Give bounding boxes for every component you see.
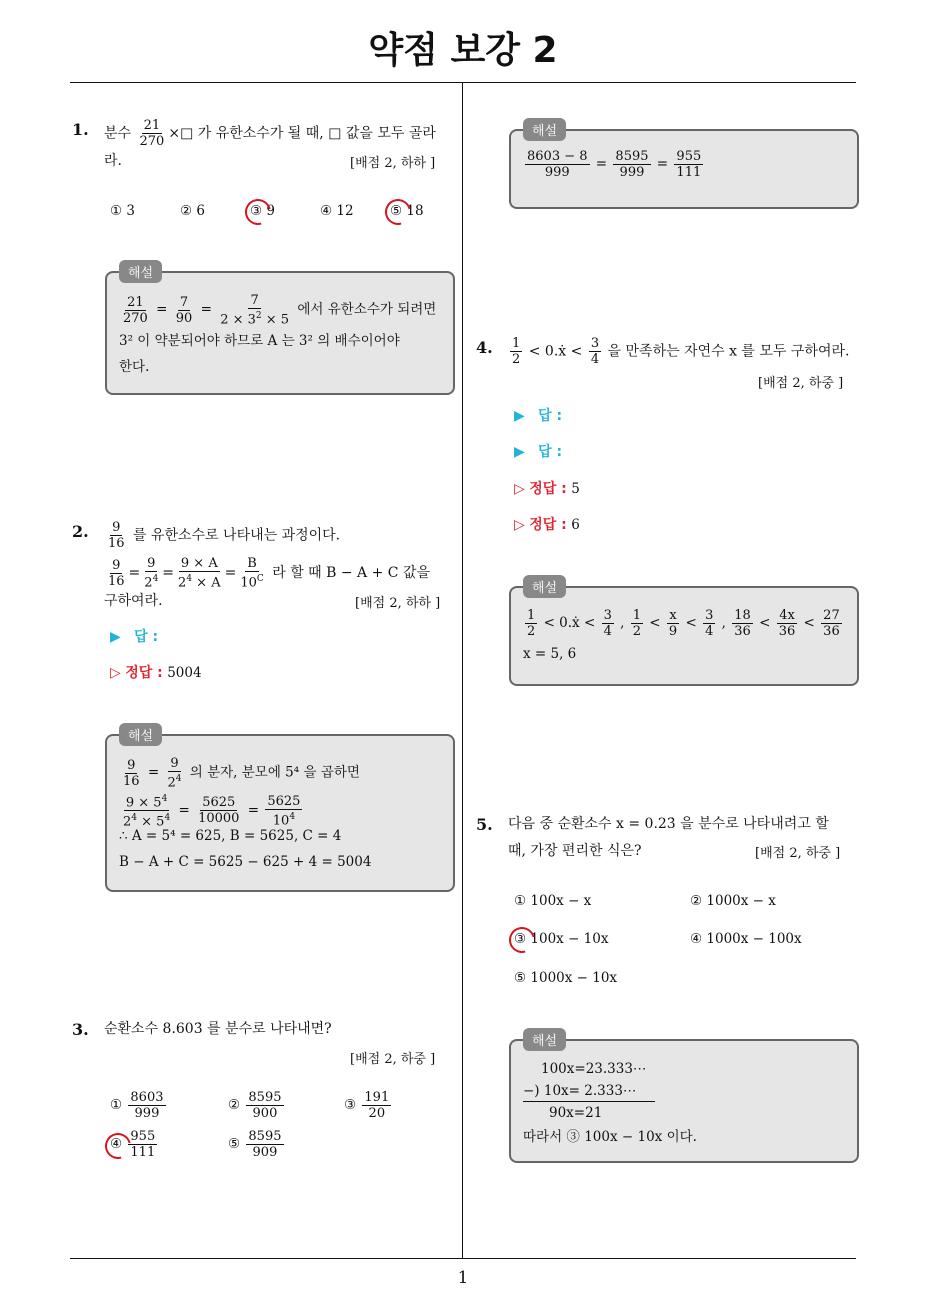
solution-box (105, 729, 455, 892)
solution-line: ∴ A = 5⁴ = 625, B = 5625, C = 4 (119, 828, 342, 844)
question-text: 다음 중 순환소수 x = 0.23̇ 을 분수로 나타내려고 할 (508, 816, 829, 832)
question-meta: [배점 2, 하하 ] (350, 156, 436, 171)
correct-answer: ▷ 정답 : 5004 (110, 665, 202, 681)
play-icon: ▶ (110, 629, 121, 645)
solution-box (105, 266, 455, 395)
choice-2[interactable]: ② $\frac{8595}{900}$ (228, 1090, 282, 1121)
question-text: 분수 $\frac{21}{270}$ ×□ 가 유한소수가 될 때, □ 값을 모두 골라 (104, 118, 436, 149)
solution-tag: 해설 (523, 575, 566, 598)
question-text: $\frac{1}{2}$ < 0.ẋ < $\frac{3}{4}$ 을 만족하는 자연수 x 를 모두 구하여라. (512, 336, 850, 367)
question-meta: [배점 2, 하중 ] (755, 846, 841, 861)
solution-box (509, 124, 859, 209)
solution-line: 90x=21 (549, 1105, 603, 1121)
choice-5[interactable]: ⑤ $\frac{8595}{909}$ (228, 1129, 282, 1160)
column-divider (462, 82, 463, 1258)
choice-3[interactable]: ③ 100x − 10x (514, 931, 609, 947)
choice-2[interactable]: ② 1000x − x (690, 893, 776, 909)
answer-line: ▶ 답 : (514, 408, 563, 424)
solution-box (509, 1034, 859, 1163)
choice-1[interactable]: ① $\frac{8603}{999}$ (110, 1090, 164, 1121)
bottom-rule (70, 1258, 856, 1259)
play-icon: ▶ (514, 408, 525, 424)
question-meta: [배점 2, 하중 ] (758, 376, 844, 391)
answer-mark-icon (240, 194, 276, 230)
solution-line: $\frac{1}{2}$ < 0.ẋ < $\frac{3}{4}$ , $\frac{1}{2}$ < $\frac{x}{9}$ < $\frac{3}{4}$ , $\frac{18}{36}$ < $\frac{4x}{36}$ < $\frac{27}{36}$ (527, 608, 840, 639)
question-number: 1. (72, 120, 89, 139)
question-number: 2. (72, 522, 89, 541)
question-meta: [배점 2, 하중 ] (350, 1052, 436, 1067)
question-text: $\frac{9}{16}$ 를 유한소수로 나타내는 과정이다. (108, 520, 341, 551)
page-number: 1 (457, 1268, 469, 1288)
correct-answer: ▷ 정답 : 6 (514, 517, 580, 533)
answer-mark-icon (504, 922, 540, 958)
solution-line: $\frac{9 \times 5^4}{2^4 \times 5^4}$ = $\frac{5625}{10000}$ = $\frac{5625}{10^4}$ (123, 793, 301, 830)
question-number: 4. (476, 338, 493, 357)
choice-3[interactable]: ③ $\frac{191}{20}$ (344, 1090, 390, 1121)
answer-line: ▶ 답 : (110, 629, 159, 645)
question-meta: [배점 2, 하하 ] (355, 596, 441, 611)
solution-tag: 해설 (523, 1028, 566, 1051)
play-icon: ▶ (514, 444, 525, 460)
solution-line: −) 10x= 2.333⋯ (523, 1083, 655, 1102)
solution-line: $\frac{8603 - 8}{999}$ = $\frac{8595}{999}$ = $\frac{955}{111}$ (527, 149, 702, 180)
solution-line: 따라서 ③ 100x − 10x 이다. (523, 1129, 697, 1145)
choice-5[interactable]: ⑤ 18 (390, 203, 424, 219)
choice-4[interactable]: ④ 1000x − 100x (690, 931, 802, 947)
choice-1[interactable]: ① 3 (110, 203, 135, 219)
solution-line: B − A + C = 5625 − 625 + 4 = 5004 (119, 854, 372, 870)
choice-4[interactable]: ④ $\frac{955}{111}$ (110, 1129, 156, 1160)
question-number: 5. (476, 815, 493, 834)
solution-box (509, 581, 859, 686)
answer-mark-icon (380, 194, 416, 230)
choice-4[interactable]: ④ 12 (320, 203, 354, 219)
play-outline-icon: ▷ (110, 665, 121, 681)
solution-line: $\frac{21}{270}$ = $\frac{7}{90}$ = $\frac{7}{2 \times 3^2 \times 5}$ 에서 유한소수가 되려면 (123, 293, 437, 328)
solution-line: 3² 이 약분되어야 하므로 A 는 3² 의 배수이어야 (119, 333, 400, 349)
choice-5[interactable]: ⑤ 1000x − 10x (514, 970, 618, 986)
solution-tag: 해설 (119, 723, 162, 746)
choice-1[interactable]: ① 100x − x (514, 893, 592, 909)
question-text-cont: 때, 가장 편리한 식은? (508, 843, 642, 859)
play-outline-icon: ▷ (514, 517, 525, 533)
play-outline-icon: ▷ (514, 481, 525, 497)
page-title: 약점 보강 2 (368, 30, 558, 71)
solution-line: x = 5, 6 (523, 646, 577, 662)
question-text-cont: 라. (104, 153, 122, 169)
choice-2[interactable]: ② 6 (180, 203, 205, 219)
question-text-cont: 구하여라. (104, 593, 163, 609)
solution-line: $\frac{9}{16}$ = $\frac{9}{2^4}$ 의 분자, 분모에 5⁴ 을 곱하면 (123, 756, 360, 791)
solution-line: 한다. (119, 359, 150, 375)
solution-tag: 해설 (523, 118, 566, 141)
question-text-cont: $\frac{9}{16}$ = $\frac{9}{2^4}$ = $\frac{9 \times A}{2^4 \times A}$ = $\frac{B}{10^C}$ 라 할 때 B − A + C 값을 (108, 556, 431, 591)
question-number: 3. (72, 1020, 89, 1039)
choice-3[interactable]: ③ 9 (250, 203, 275, 219)
top-rule (70, 82, 856, 83)
solution-tag: 해설 (119, 260, 162, 283)
question-text: 순환소수 8.603̇ 를 분수로 나타내면? (104, 1021, 332, 1037)
correct-answer: ▷ 정답 : 5 (514, 481, 580, 497)
solution-line: 100x=23.333⋯ (541, 1061, 647, 1077)
answer-line: ▶ 답 : (514, 444, 563, 460)
